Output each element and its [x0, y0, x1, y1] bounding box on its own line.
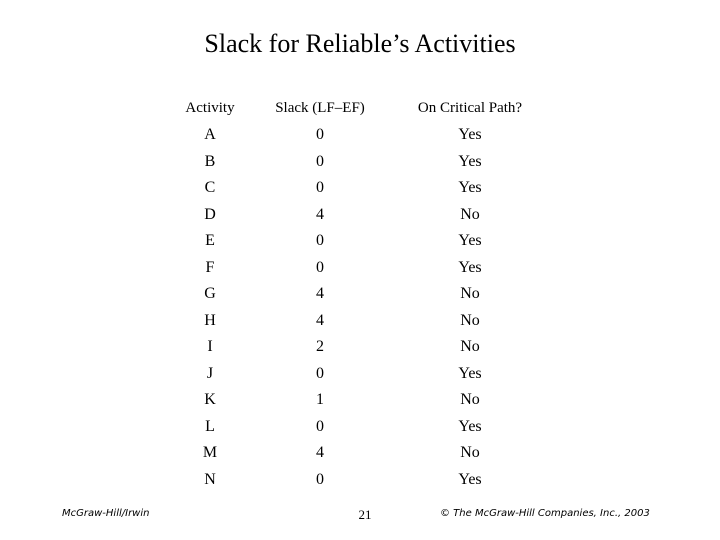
- slack-cell: 0: [316, 470, 324, 488]
- activity-cell: J: [206, 364, 214, 382]
- table-row: [0, 228, 720, 255]
- critical-path-cell: Yes: [458, 258, 482, 276]
- slack-cell: 0: [316, 126, 324, 143]
- page-number: 21: [358, 507, 372, 522]
- slack-table: [0, 122, 720, 493]
- activity-cell: I: [207, 338, 213, 355]
- activity-cell: D: [204, 205, 216, 223]
- table-row: [0, 387, 720, 414]
- critical-path-cell: Yes: [458, 364, 482, 382]
- slack-cell: 0: [316, 152, 324, 170]
- slack-cell: 0: [316, 179, 324, 196]
- slide-title: Slack for Reliable’s Activities: [204, 29, 516, 58]
- critical-path-cell: Yes: [458, 232, 482, 249]
- table-row: [0, 414, 720, 441]
- table-row: [0, 149, 720, 176]
- critical-path-cell: No: [460, 205, 480, 223]
- activity-cell: E: [205, 232, 215, 249]
- critical-path-cell: No: [460, 391, 480, 408]
- slack-cell: 0: [316, 232, 324, 249]
- activity-cell: F: [205, 258, 215, 276]
- critical-path-cell: No: [460, 285, 480, 302]
- table-row: [0, 202, 720, 229]
- slack-cell: 0: [316, 417, 324, 435]
- table-row: [0, 440, 720, 467]
- activity-cell: K: [204, 391, 216, 408]
- slack-cell: 0: [316, 364, 324, 382]
- table-row: [0, 308, 720, 335]
- activity-cell: M: [202, 444, 218, 461]
- slack-cell: 0: [316, 258, 324, 276]
- header-slack: Slack (LF–EF): [275, 100, 365, 116]
- critical-path-cell: Yes: [458, 126, 482, 143]
- footer-copyright: © The McGraw-Hill Companies, Inc., 2003: [440, 508, 650, 519]
- critical-path-cell: No: [460, 444, 480, 461]
- slack-cell: 4: [316, 311, 324, 329]
- critical-path-cell: Yes: [458, 417, 482, 435]
- slack-cell: 1: [316, 391, 324, 408]
- critical-path-cell: Yes: [458, 470, 482, 488]
- critical-path-cell: Yes: [458, 152, 482, 170]
- activity-cell: A: [204, 126, 216, 143]
- header-activity: Activity: [185, 100, 235, 116]
- activity-cell: G: [204, 285, 216, 302]
- activity-cell: H: [204, 311, 216, 329]
- table-row: [0, 334, 720, 361]
- slack-cell: 4: [316, 205, 324, 223]
- table-row: [0, 281, 720, 308]
- header-critical-path: On Critical Path?: [417, 100, 523, 116]
- critical-path-cell: Yes: [458, 179, 482, 196]
- table-row: [0, 467, 720, 494]
- table-row: [0, 122, 720, 149]
- critical-path-cell: No: [460, 338, 480, 355]
- slack-cell: 2: [316, 338, 324, 355]
- activity-cell: C: [204, 179, 216, 196]
- footer-publisher: McGraw-Hill/Irwin: [62, 508, 150, 519]
- slack-cell: 4: [316, 444, 324, 461]
- activity-cell: N: [204, 470, 216, 488]
- critical-path-cell: No: [460, 311, 480, 329]
- slack-cell: 4: [316, 285, 324, 302]
- activity-cell: L: [205, 417, 215, 435]
- table-row: [0, 175, 720, 202]
- table-row: [0, 361, 720, 388]
- table-row: [0, 255, 720, 282]
- activity-cell: B: [204, 152, 216, 170]
